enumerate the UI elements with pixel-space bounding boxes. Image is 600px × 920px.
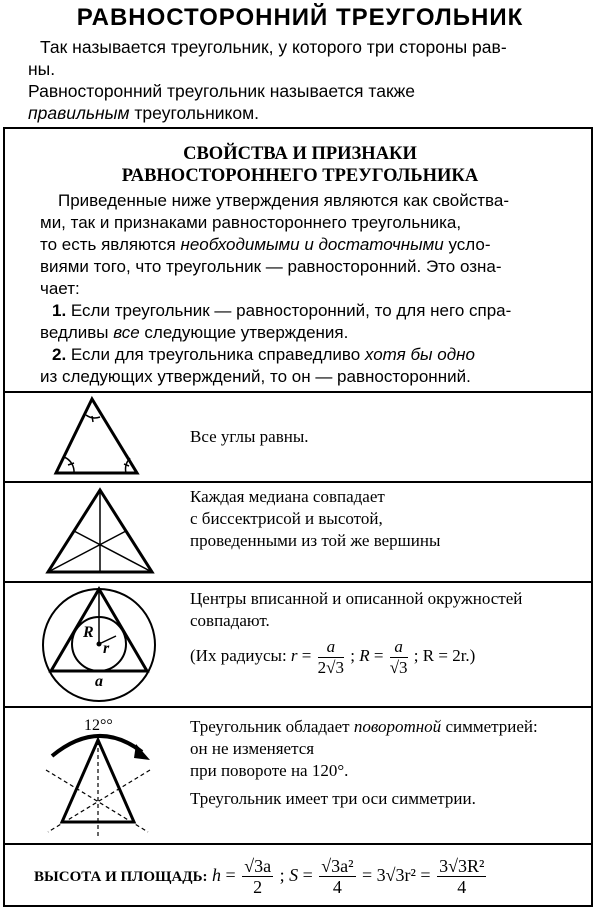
median-text-1: Каждая медиана совпадает — [190, 487, 385, 506]
frac-S — [319, 856, 355, 897]
rotation-symmetry-icon — [30, 708, 170, 842]
median-text-3: проведенными из той же вершины — [190, 531, 441, 550]
num-2: 2. — [52, 345, 67, 364]
intro-line-1: Так называется треугольник, у которого три стороны рав- — [40, 37, 507, 57]
rotation-angle-label: 12°° — [84, 717, 113, 734]
rotation-text-1a: Треугольник обладает — [190, 717, 354, 736]
numbered-1 — [52, 300, 511, 322]
formula-h: h — [212, 865, 222, 885]
properties-heading-2: РАВНОСТОРОННЕГО ТРЕУГОЛЬНИКА — [121, 166, 479, 186]
frac-S-num: √3a² — [321, 856, 354, 877]
page-title: РАВНОСТОРОННИЙ ТРЕУГОЛЬНИК — [76, 4, 524, 31]
frac-R-den: √3 — [389, 657, 408, 677]
divider — [3, 391, 593, 393]
frac-r-den: 2√3 — [317, 657, 344, 677]
rotation-text-2: он не изменяется — [190, 739, 315, 758]
numbered-2em: хотя бы одно — [364, 345, 475, 364]
fig-label-R: R — [83, 624, 94, 641]
frac-R-num: a — [390, 637, 408, 658]
numbered-2a: Если для треугольника справедливо — [66, 345, 365, 364]
numbered-1b: ведливы — [40, 323, 114, 342]
center-text-1: Центры вписанной и описанной окружностей — [190, 589, 523, 608]
radii-formula — [190, 634, 475, 678]
prop-line-2: ми, так и признаками равностороннего треугольника, — [40, 213, 462, 232]
prop-line-3 — [40, 234, 491, 256]
frac-last — [437, 856, 486, 897]
fig-label-r: r — [103, 640, 110, 657]
frac-h-num: √3a — [244, 856, 272, 877]
frac-last-num: 3√3R² — [439, 856, 485, 877]
intro-em: правильным — [28, 103, 130, 123]
equal-angles-text: Все углы равны. — [190, 427, 309, 446]
radii-r: r — [290, 646, 298, 665]
median-text-2: с биссектрисой и высотой, — [190, 509, 383, 528]
numbered-2-cont: из следующих утверждений, то он — равносторонний. — [40, 367, 471, 386]
divider — [3, 581, 593, 583]
radii-label: (Их радиусы: — [190, 646, 291, 665]
height-area-formula: ВЫСОТА И ПЛОЩАДЬ: h = $\frac{√3a}{2}$ ; S = $\frac{\text{√3a²}}{4}$ = 3√3r² = $\frac{\text{3√3R²}}{4}$ — [34, 856, 485, 898]
properties-heading-1: СВОЙСТВА И ПРИЗНАКИ — [183, 144, 417, 164]
inscribed-circumscribed-icon — [40, 585, 160, 705]
fig-label-a: a — [95, 673, 103, 690]
rotation-text-1em: поворотной — [353, 717, 442, 736]
numbered-1c: следующие утверждения. — [139, 323, 349, 342]
prop-line-1: Приведенные ниже утверждения являются как свойства- — [58, 191, 509, 210]
radii-sep: ; — [345, 646, 360, 665]
frac-last-den: 4 — [457, 877, 467, 898]
frac-S-den: 4 — [332, 877, 342, 898]
num-1: 1. — [52, 301, 67, 320]
formula-semi: ; — [275, 865, 285, 885]
frac-r-num: a — [318, 637, 344, 658]
numbered-2 — [52, 344, 475, 366]
numbered-1-cont — [40, 322, 348, 344]
divider — [3, 843, 593, 845]
radii-eq: = — [297, 646, 316, 665]
intro-rest: треугольником. — [129, 103, 260, 123]
frac-h-den: 2 — [253, 877, 263, 898]
rotation-text-1b: симметрией: — [441, 717, 538, 736]
prop-line-5: чает: — [40, 279, 80, 298]
prop-line-3b: усло- — [443, 235, 491, 254]
frac-R — [390, 637, 408, 678]
rotation-text-4: Треугольник имеет три оси симметрии. — [190, 789, 476, 808]
intro-line-3: Равносторонний треугольник называется также — [28, 81, 416, 101]
numbered-1em: все — [113, 323, 140, 342]
prop-line-3a: то есть являются — [40, 235, 181, 254]
prop-line-4: виями того, что треугольник — равносторонний. Это озна- — [40, 257, 502, 276]
formula-mid: = 3√3r² = — [362, 865, 431, 885]
formula-S: S — [289, 865, 299, 885]
radii-eq-2: = — [369, 646, 388, 665]
intro-line-4 — [28, 102, 568, 124]
formula-label: ВЫСОТА И ПЛОЩАДЬ: — [34, 869, 208, 885]
rotation-text-1 — [190, 716, 538, 738]
medians-triangle-icon — [38, 486, 158, 578]
frac-r — [318, 637, 344, 678]
equal-angles-triangle-icon — [40, 395, 160, 479]
radii-tail: ; R = 2r.) — [409, 646, 476, 665]
intro-line-2: ны. — [28, 59, 56, 79]
divider — [3, 481, 593, 483]
radii-R: R — [359, 646, 370, 665]
prop-line-3em: необходимыми и достаточными — [180, 235, 444, 254]
center-text-2: совпадают. — [190, 611, 270, 630]
numbered-1a: Если треугольник — равносторонний, то для него спра- — [66, 301, 512, 320]
rotation-text-3: при повороте на 120°. — [190, 761, 349, 780]
frac-h — [242, 856, 273, 897]
